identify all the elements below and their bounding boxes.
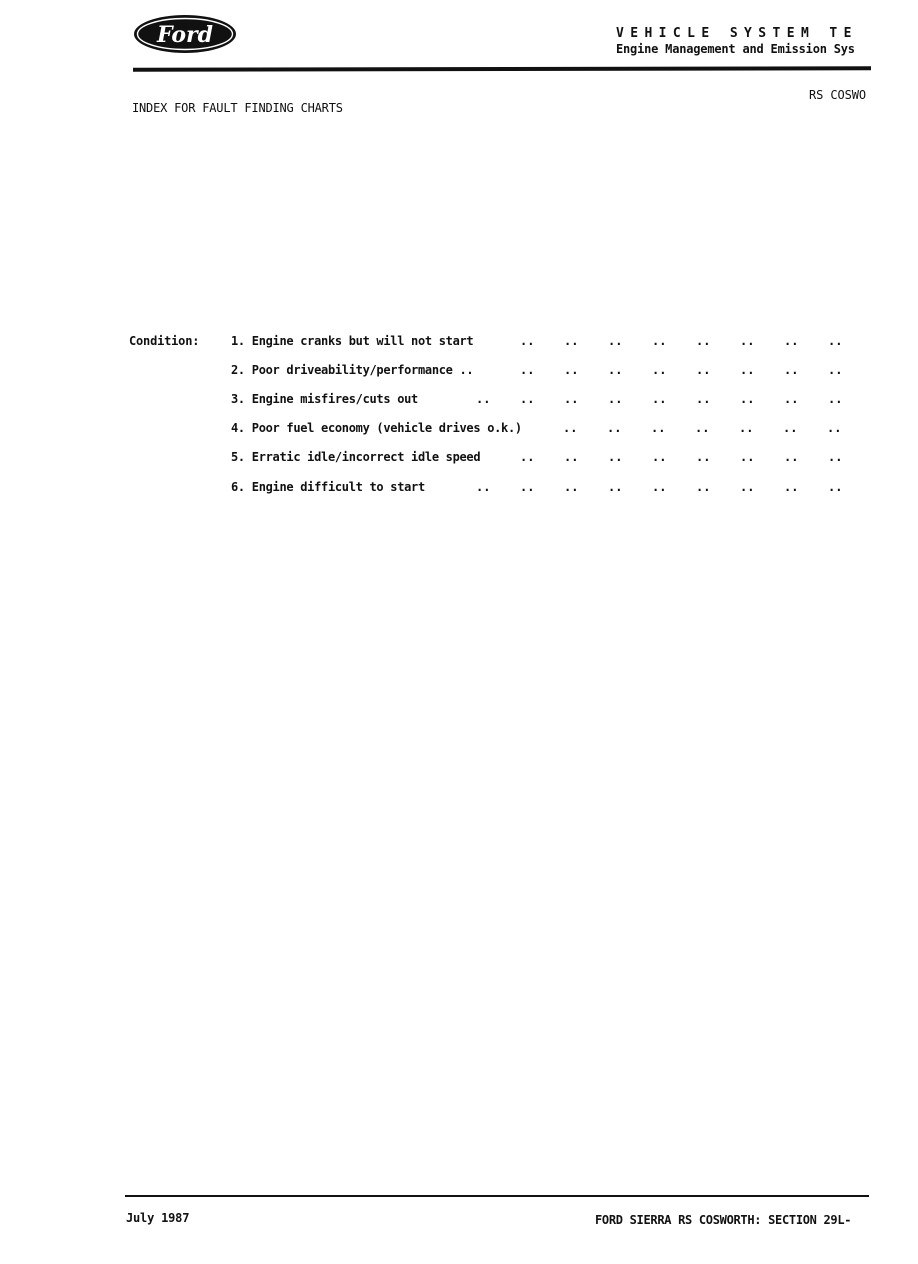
leader-dots: ..	[828, 392, 843, 406]
header-subtitle: Engine Management and Emission Sys	[616, 42, 855, 56]
leader-dots: ..	[652, 334, 667, 348]
leader-dots: ..	[520, 450, 535, 464]
leader-dots: ..	[608, 392, 623, 406]
leader-dots: ..	[784, 363, 799, 377]
condition-item-4: 4. Poor fuel economy (vehicle drives o.k.)	[231, 421, 522, 435]
leader-dots: ..	[740, 480, 755, 494]
leader-dots: ..	[784, 334, 799, 348]
condition-item-2: 2. Poor driveability/performance ..	[231, 363, 474, 377]
leader-dots: ..	[652, 363, 667, 377]
leader-dots: ..	[608, 334, 623, 348]
leader-dots: ..	[696, 392, 711, 406]
leader-dots: ..	[784, 450, 799, 464]
condition-item-5: 5. Erratic idle/incorrect idle speed	[231, 450, 481, 464]
leader-dots: ..	[828, 480, 843, 494]
condition-item-6: 6. Engine difficult to start	[231, 480, 425, 494]
leader-dots: ..	[739, 421, 754, 435]
leader-dots: ..	[564, 363, 579, 377]
leader-dots: ..	[740, 363, 755, 377]
leader-dots: ..	[520, 480, 535, 494]
leader-dots: ..	[828, 450, 843, 464]
leader-dots: ..	[608, 363, 623, 377]
leader-dots: ..	[783, 421, 798, 435]
leader-dots: ..	[520, 392, 535, 406]
leader-dots: ..	[652, 480, 667, 494]
condition-item-3: 3. Engine misfires/cuts out	[231, 392, 418, 406]
leader-dots: ..	[564, 480, 579, 494]
leader-dots: ..	[740, 334, 755, 348]
leader-dots: ..	[563, 421, 578, 435]
leader-dots: ..	[652, 392, 667, 406]
model-label: RS COSWO	[809, 88, 866, 102]
leader-dots: ..	[564, 334, 579, 348]
leader-dots: ..	[784, 392, 799, 406]
leader-dots: ..	[564, 450, 579, 464]
leader-dots: ..	[651, 421, 666, 435]
leader-dots: ..	[476, 480, 491, 494]
condition-item-1: 1. Engine cranks but will not start	[231, 334, 474, 348]
leader-dots: ..	[520, 334, 535, 348]
leader-dots: ..	[740, 450, 755, 464]
leader-dots: ..	[696, 450, 711, 464]
leader-dots: ..	[608, 480, 623, 494]
leader-dots: ..	[608, 450, 623, 464]
header-rule	[133, 66, 871, 72]
leader-dots: ..	[652, 450, 667, 464]
footer-date: July 1987	[126, 1211, 190, 1225]
leader-dots: ..	[784, 480, 799, 494]
svg-text:Ford: Ford	[156, 22, 214, 48]
leader-dots: ..	[828, 334, 843, 348]
leader-dots: ..	[564, 392, 579, 406]
leader-dots: ..	[695, 421, 710, 435]
page-title: INDEX FOR FAULT FINDING CHARTS	[132, 101, 343, 115]
leader-dots: ..	[827, 421, 842, 435]
footer-section: FORD SIERRA RS COSWORTH: SECTION 29L-	[595, 1213, 852, 1227]
leader-dots: ..	[696, 363, 711, 377]
footer-rule	[125, 1195, 869, 1197]
leader-dots: ..	[520, 363, 535, 377]
leader-dots: ..	[476, 392, 491, 406]
condition-label: Condition:	[129, 334, 200, 348]
leader-dots: ..	[696, 334, 711, 348]
leader-dots: ..	[828, 363, 843, 377]
header-title: VEHICLE SYSTEM TE	[616, 26, 858, 41]
leader-dots: ..	[740, 392, 755, 406]
leader-dots: ..	[696, 480, 711, 494]
ford-logo	[133, 14, 237, 54]
leader-dots: ..	[607, 421, 622, 435]
